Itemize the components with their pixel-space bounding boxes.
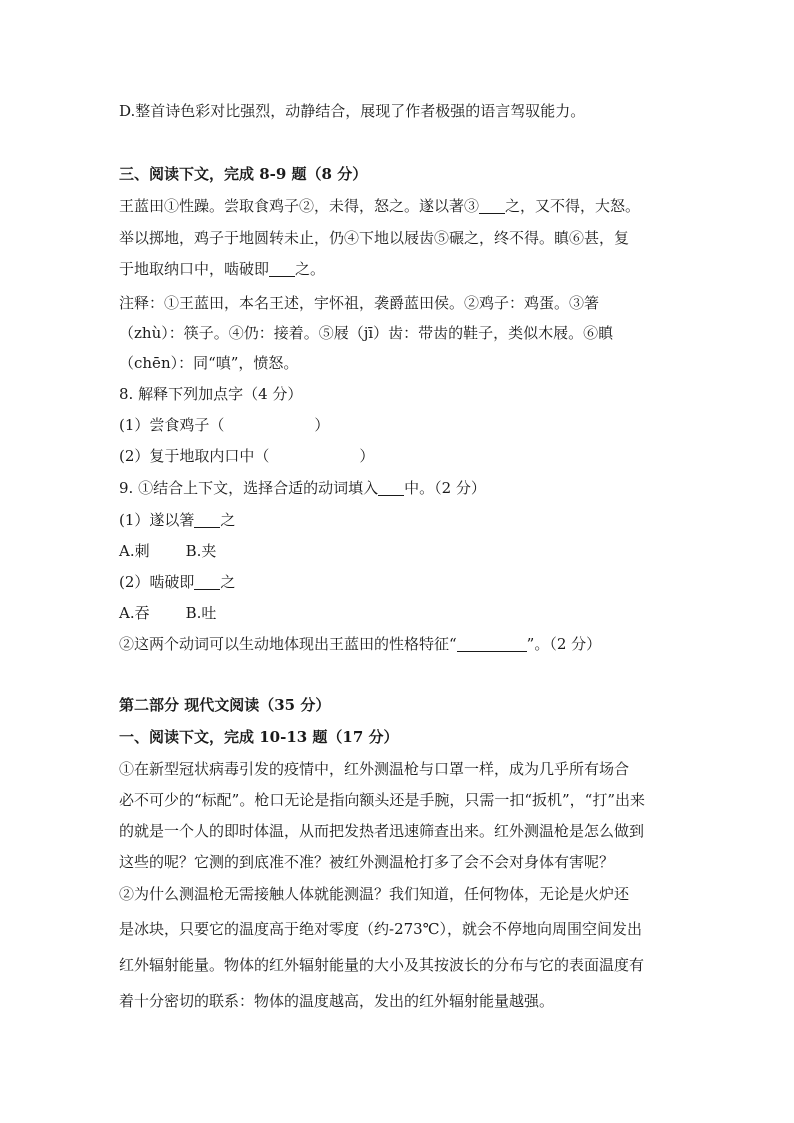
reading-sub-heading: 一、阅读下文，完成 10-13 题（17 分）	[119, 728, 399, 746]
question-9-stem: 9. ①结合上下文，选择合适的动词填入 中。（2 分）	[119, 479, 486, 497]
option-a: A.吞	[119, 604, 150, 622]
question-8-item-2: (2）复于地取内口中（ ）	[119, 447, 375, 465]
modern-text-p2-line-1: ②为什么测温枪无需接触人体就能测温？我们知道，任何物体，无论是火炉还	[119, 885, 630, 903]
question-9-part-2: ②这两个动词可以生动地体现出王蓝田的性格特征“ ”。（2 分）	[119, 635, 602, 653]
option-a: A.刺	[119, 542, 150, 560]
modern-text-p2-line-2: 是冰块，只要它的温度高于绝对零度（约-273℃），就会不停地向周围空间发出	[119, 920, 642, 938]
question-9-sub-2: (2）啮破即 之	[119, 573, 236, 591]
modern-text-p1-line-3: 的就是一个人的即时体温，从而把发热者迅速筛查出来。红外测温枪是怎么做到	[119, 822, 645, 840]
option-d: D.整首诗色彩对比强烈，动静结合，展现了作者极强的语言驾驭能力。	[119, 102, 586, 120]
fill-blank	[378, 479, 404, 496]
question-8-stem: 8. 解释下列加点字（4 分）	[119, 385, 303, 403]
option-b: B.夹	[185, 542, 217, 560]
fill-blank	[194, 511, 220, 528]
modern-text-p1-line-2: 必不可少的“标配”。枪口无论是指向额头还是手腕，只需一扣“扳机”，“打”出来	[119, 791, 646, 809]
fill-blank	[269, 260, 295, 277]
fill-blank	[457, 635, 527, 652]
notes-line-3: （chēn）：同“嗔”，愤怒。	[119, 354, 299, 372]
notes-line-1: 注释：①王蓝田，本名王述，宇怀祖，袭爵蓝田侯。②鸡子：鸡蛋。③箸	[119, 294, 600, 312]
modern-text-p2-line-4: 着十分密切的联系：物体的温度越高，发出的红外辐射能量越强。	[119, 992, 555, 1010]
question-9-sub-1-options	[119, 540, 216, 562]
modern-text-p1-line-4: 这些的呢？它测的到底准不准？被红外测温枪打多了会不会对身体有害呢？	[119, 853, 615, 871]
modern-text-p2-line-3: 红外辐射能量。物体的红外辐射能量的大小及其按波长的分布与它的表面温度有	[119, 956, 645, 974]
fill-blank	[194, 573, 220, 590]
section-three-heading: 三、阅读下文，完成 8-9 题（8 分）	[119, 165, 368, 183]
classical-text-line-2: 举以掷地，鸡子于地圆转未止，仍④下地以屐齿⑤碾之，终不得。瞋⑥甚，复	[119, 229, 630, 247]
fill-blank	[479, 197, 505, 214]
question-8-item-1: (1）尝食鸡子（ ）	[119, 416, 330, 434]
option-b: B.吐	[185, 604, 217, 622]
question-9-sub-2-options	[119, 602, 216, 624]
classical-text-line-3: 于地取纳口中，啮破即 之。	[119, 260, 326, 278]
question-9-sub-1: (1）遂以箸 之	[119, 511, 236, 529]
modern-text-p1-line-1: ①在新型冠状病毒引发的疫情中，红外测温枪与口罩一样，成为几乎所有场合	[119, 760, 630, 778]
notes-line-2: （zhù）：筷子。④仍：接着。⑤屐（jī）齿：带齿的鞋子，类似木屐。⑥瞋	[119, 324, 614, 342]
part-two-heading: 第二部分 现代文阅读（35 分）	[119, 696, 331, 714]
classical-text-line-1: 王蓝田①性躁。尝取食鸡子②，未得，怒之。遂以著③ 之，又不得，大怒。	[119, 197, 641, 215]
